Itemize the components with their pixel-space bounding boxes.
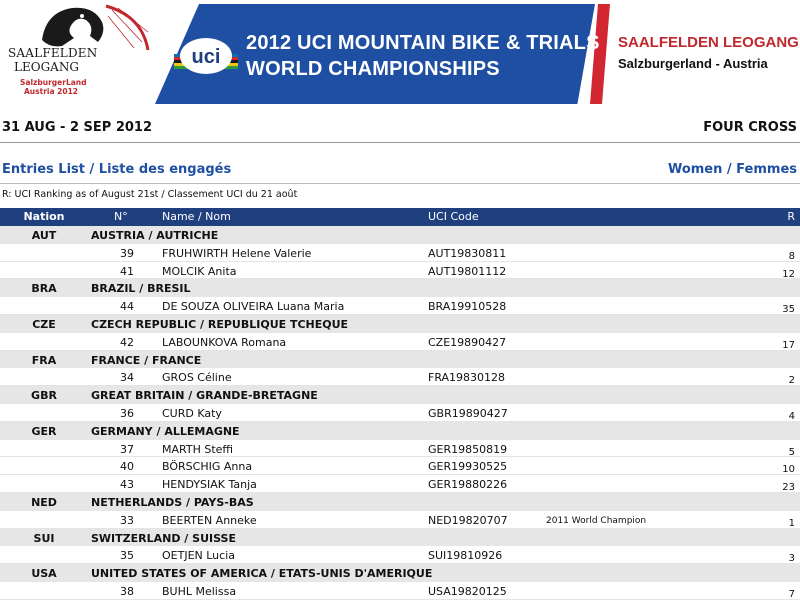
rider-uci-code: GER19880226 — [428, 478, 508, 492]
entries-table — [0, 226, 800, 600]
rider-name: BÖRSCHIG Anna — [162, 460, 253, 474]
rider-number: 38 — [120, 584, 134, 598]
col-uci-code: UCI Code — [428, 210, 479, 223]
rider-uci-code: BRA19910528 — [428, 300, 507, 314]
nation-name: AUSTRIA / AUTRICHE — [91, 229, 219, 242]
nation-row — [0, 279, 800, 297]
nation-name: FRANCE / FRANCE — [91, 353, 202, 367]
banner-region: Salzburgerland - Austria — [618, 56, 768, 71]
rider-name: FRUHWIRTH Helene Valerie — [162, 246, 312, 260]
nation-code: NED — [31, 495, 57, 509]
rider-uci-code: AUT19830811 — [428, 246, 507, 260]
col-nation: Nation — [23, 210, 65, 223]
rider-number: 35 — [120, 549, 134, 563]
rider-rank: 4 — [788, 410, 795, 422]
rider-rank: 1 — [788, 517, 795, 529]
col-rank: R — [787, 210, 795, 223]
rider-name: MOLCIK Anita — [162, 264, 237, 278]
nation-row — [0, 564, 800, 582]
rider-number: 43 — [120, 478, 134, 492]
nation-name: GERMANY / ALLEMAGNE — [91, 424, 240, 438]
rider-uci-code: NED19820707 — [428, 513, 508, 527]
rider-number: 36 — [120, 406, 134, 420]
table-row — [0, 511, 800, 529]
nation-name: NETHERLANDS / PAYS-BAS — [91, 495, 254, 509]
uci-text: uci — [191, 46, 221, 68]
nation-name: UNITED STATES OF AMERICA / ETATS-UNIS D'AMERIQUE — [91, 567, 433, 581]
rider-uci-code: FRA19830128 — [428, 371, 506, 385]
rider-name: LABOUNKOVA Romana — [162, 335, 287, 349]
rider-number: 39 — [120, 246, 134, 260]
table-row — [0, 244, 800, 262]
divider — [0, 142, 800, 143]
table-row — [0, 457, 800, 475]
rider-uci-code: SUI19810926 — [428, 549, 503, 563]
nation-row — [0, 529, 800, 547]
nation-row — [0, 351, 800, 369]
entries-list-title: Entries List / Liste des engagés — [2, 162, 232, 177]
table-row — [0, 368, 800, 386]
logo-city-line1: SAALFELDEN — [8, 46, 98, 60]
rider-rank: 12 — [782, 268, 795, 280]
table-row — [0, 546, 800, 564]
rider-rank: 17 — [782, 339, 795, 351]
nation-code: FRA — [31, 353, 57, 367]
rider-name: BEERTEN Anneke — [162, 513, 257, 527]
discipline-label: FOUR CROSS — [703, 120, 797, 135]
rider-name: GROS Céline — [162, 371, 232, 385]
header-banner — [0, 0, 800, 108]
rider-name: CURD Katy — [162, 406, 222, 420]
table-row — [0, 333, 800, 351]
nation-name: SWITZERLAND / SUISSE — [91, 531, 236, 545]
nation-code: USA — [31, 567, 57, 581]
rider-uci-code: GBR19890427 — [428, 406, 508, 420]
rider-rank: 8 — [788, 250, 795, 262]
nation-row — [0, 493, 800, 511]
rider-uci-code: GER19850819 — [428, 442, 508, 456]
rider-rank: 7 — [788, 588, 795, 600]
logo-city-line2: LEOGANG — [14, 60, 79, 74]
rider-name: HENDYSIAK Tanja — [162, 478, 257, 492]
table-row — [0, 582, 800, 600]
nation-row — [0, 422, 800, 440]
nation-row — [0, 315, 800, 333]
rider-remark: 2011 World Champion — [546, 515, 647, 526]
lion-icon — [2, 2, 150, 52]
table-row — [0, 440, 800, 458]
event-logo — [2, 2, 150, 104]
nation-row — [0, 226, 800, 244]
rider-name: OETJEN Lucia — [162, 549, 235, 563]
nation-code: CZE — [32, 317, 56, 331]
rider-number: 44 — [120, 300, 134, 314]
banner-venue: SAALFELDEN LEOGANG — [618, 34, 799, 51]
rider-uci-code: AUT19801112 — [428, 264, 507, 278]
rider-rank: 5 — [788, 446, 795, 458]
col-name: Name / Nom — [162, 210, 231, 223]
nation-code: GBR — [31, 389, 57, 403]
rider-name: DE SOUZA OLIVEIRA Luana Maria — [162, 300, 345, 314]
banner-title-line2: WORLD CHAMPIONSHIPS — [246, 58, 500, 80]
rider-name: MARTH Steffi — [162, 442, 234, 456]
uci-logo-icon — [172, 34, 240, 78]
rider-rank: 10 — [782, 464, 795, 476]
rider-number: 42 — [120, 335, 134, 349]
rider-rank: 23 — [782, 482, 795, 494]
rider-number: 34 — [120, 371, 134, 385]
table-row — [0, 404, 800, 422]
rider-uci-code: GER19930525 — [428, 460, 508, 474]
nation-code: GER — [31, 424, 57, 438]
divider — [0, 183, 800, 184]
rider-name: BUHL Melissa — [162, 584, 237, 598]
nation-code: AUT — [31, 229, 57, 242]
logo-sub-line2: Austria 2012 — [24, 87, 79, 96]
rider-rank: 3 — [788, 553, 795, 565]
logo-sub-line1: SalzburgerLand — [20, 78, 87, 87]
ranking-note: R: UCI Ranking as of August 21st / Classement UCI du 21 août — [2, 189, 298, 200]
table-header — [0, 208, 800, 226]
nation-name: BRAZIL / BRESIL — [91, 282, 191, 296]
banner-title-line1: 2012 UCI MOUNTAIN BIKE & TRIALS — [246, 32, 600, 54]
nation-row — [0, 386, 800, 404]
nation-code: BRA — [31, 282, 57, 296]
rider-number: 40 — [120, 460, 134, 474]
rider-rank: 35 — [782, 304, 795, 316]
rider-number: 37 — [120, 442, 134, 456]
nation-name: CZECH REPUBLIC / REPUBLIQUE TCHEQUE — [91, 317, 349, 331]
table-row — [0, 297, 800, 315]
nation-name: GREAT BRITAIN / GRANDE-BRETAGNE — [91, 389, 318, 403]
col-number: N° — [114, 210, 128, 223]
event-dates: 31 AUG - 2 SEP 2012 — [2, 120, 153, 135]
table-row — [0, 475, 800, 493]
rider-rank: 2 — [788, 375, 795, 387]
category-label: Women / Femmes — [667, 162, 797, 177]
nation-code: SUI — [33, 531, 55, 545]
rider-uci-code: CZE19890427 — [428, 335, 507, 349]
rider-number: 33 — [120, 513, 134, 527]
rider-uci-code: USA19820125 — [428, 584, 507, 598]
rider-number: 41 — [120, 264, 134, 278]
table-row — [0, 262, 800, 280]
